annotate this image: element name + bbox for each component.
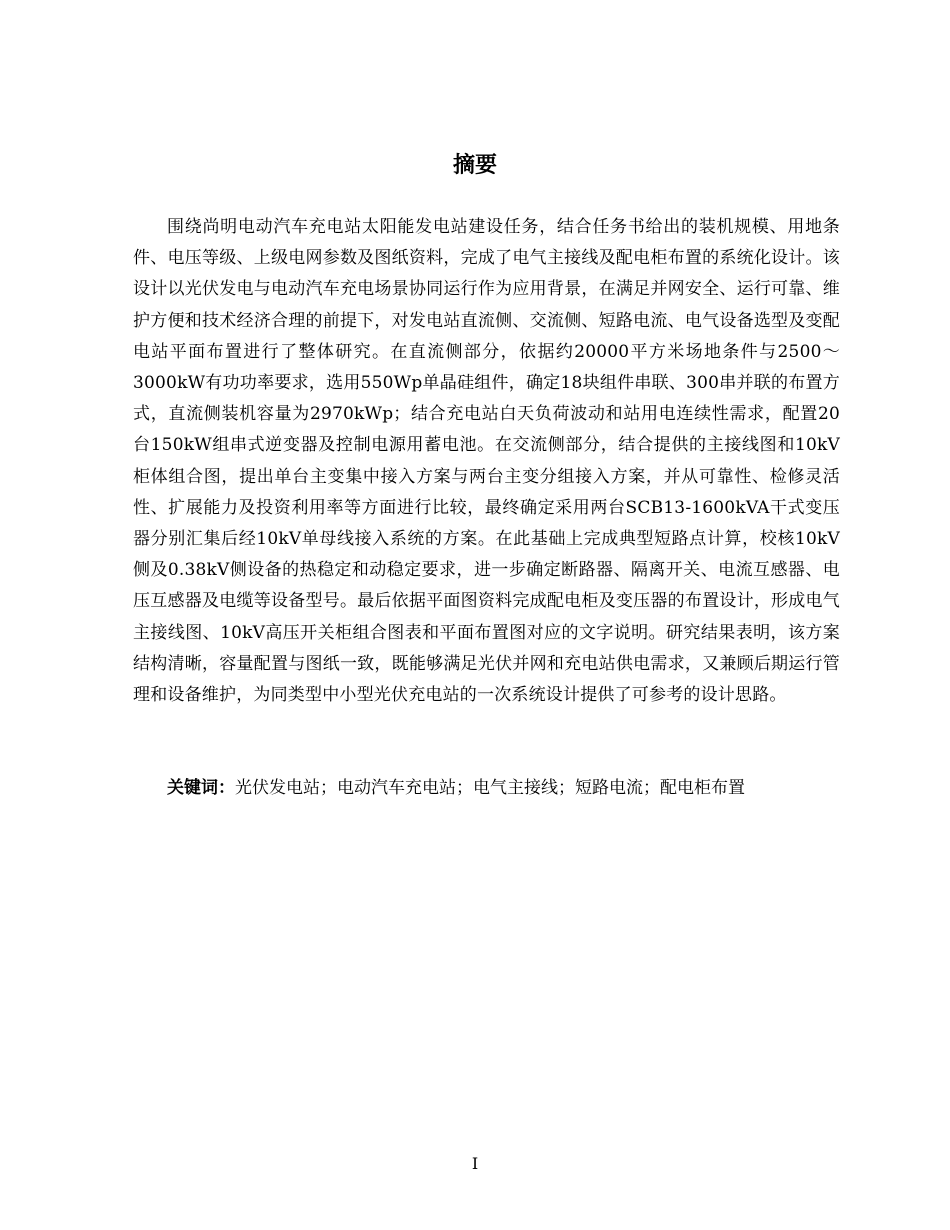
keywords-text: 光伏发电站；电动汽车充电站；电气主接线；短路电流；配电柜布置 [235,778,745,798]
abstract-body: 围绕尚明电动汽车充电站太阳能发电站建设任务，结合任务书给出的装机规模、用地条件、电压等级、上级电网参数及图纸资料，完成了电气主接线及配电柜布置的系统化设计。该设计以光伏发电与电动汽车充电场景协同运行作为应用背景，在满足并网安全、运行可靠、维护方便和技术经济合理的前提下，对发电站直流侧、交流侧、短路电流、电气设备选型及变配电站平面布置进行了整体研究。在直流侧部分，依据约20000平方米场地条件与2500～3000kW有功功率要求，选用550Wp单晶硅组件，确定18块组件串联、300串并联的布置方式，直流侧装机容量为2970kWp；结合充电站白天负荷波动和站用电连续性需求，配置20台150kW组串式逆变器及控制电源用蓄电池。在交流侧部分，结合提供的主接线图和10kV柜体组合图，提出单台主变集中接入方案与两台主变分组接入方案，并从可靠性、检修灵活性、扩展能力及投资利用率等方面进行比较，最终确定采用两台SCB13-1600kVA干式变压器分别汇集后经10kV单母线接入系统的方案。在此基础上完成典型短路点计算，校核10kV侧及0.38kV侧设备的热稳定和动稳定要求，进一步确定断路器、隔离开关、电流互感器、电压互感器及电缆等设备型号。最后依据平面图资料完成配电柜及变压器的布置设计，形成电气主接线图、10kV高压开关柜组合图表和平面布置图对应的文字说明。研究结果表明，该方案结构清晰，容量配置与图纸一致，既能够满足光伏并网和充电站供电需求，又兼顾后期运行管理和设备维护，为同类型中小型光伏充电站的一次系统设计提供了可参考的设计思路。 [133,217,840,706]
keywords-line [133,773,840,804]
page-number: I [471,1154,479,1173]
keywords-label: 关键词： [167,778,235,798]
abstract-title: 摘要 [452,153,497,178]
